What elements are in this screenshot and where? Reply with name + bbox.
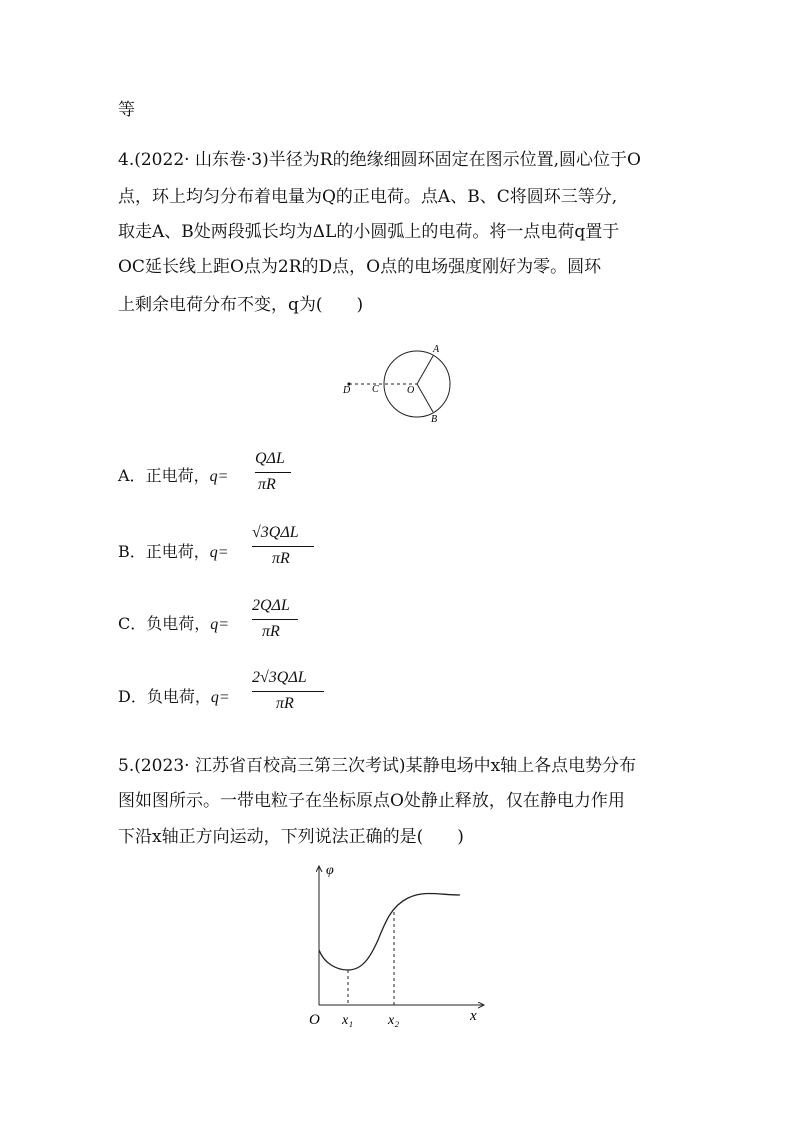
q5-line-3: 下沿x轴正方向运动，下列说法正确的是( ) <box>118 827 464 847</box>
q5-line-1 <box>118 756 636 776</box>
q5-text-1: 某静电场中x轴上各点电势分布 <box>405 756 637 776</box>
denominator: πR <box>262 623 280 640</box>
option-letter: B． <box>118 542 146 561</box>
label-x1: x₁ <box>342 1013 354 1028</box>
q5-line-2: 图如图所示。一带电粒子在坐标原点O处静止释放，仅在静电力作用 <box>118 791 625 811</box>
denominator: πR <box>272 550 290 567</box>
option-text: 正电荷， <box>145 542 210 561</box>
option-text: 负电荷， <box>146 614 211 633</box>
numerator: 2QΔL <box>252 597 290 614</box>
option-letter: A． <box>118 466 146 485</box>
label-origin: O <box>309 1012 320 1028</box>
numerator: QΔL <box>255 450 285 467</box>
radius-a <box>417 356 433 384</box>
q5-potential-graph <box>300 858 500 1034</box>
label-x2: x₂ <box>388 1013 400 1028</box>
q5-source: (2023· 江苏省百校高三第三次考试) <box>134 756 406 776</box>
label-d: D <box>343 385 351 396</box>
q4-ring-figure <box>335 340 465 430</box>
potential-curve <box>319 893 460 970</box>
label-b: B <box>431 414 438 425</box>
denominator: πR <box>258 476 276 493</box>
option-q: q= <box>209 468 229 485</box>
label-o: O <box>407 385 415 396</box>
label-c: C <box>372 384 379 395</box>
label-phi: φ <box>326 863 334 878</box>
q4-text-1: 半径为R的绝缘细圆环固定在图示位置,圆心位于O <box>268 150 641 170</box>
fraction-bar <box>252 546 314 547</box>
option-letter: D． <box>118 687 147 706</box>
label-a: A <box>433 344 440 355</box>
denominator: πR <box>276 695 294 712</box>
q4-line-5: 上剩余电荷分布不变，q为( ) <box>118 295 364 315</box>
q4-source: (2022· 山东卷·3) <box>134 150 269 170</box>
option-text: 正电荷， <box>145 466 210 485</box>
numerator: 2√3QΔL <box>252 669 307 686</box>
numerator: √3QΔL <box>252 524 299 541</box>
q4-line-1 <box>118 150 641 170</box>
q4-line-4: OC延长线上距O点为2R的D点，O点的电场强度刚好为零。圆环 <box>118 257 602 277</box>
radius-b <box>417 384 433 412</box>
fraction-bar <box>255 472 291 473</box>
top-fragment: 等 <box>118 100 135 120</box>
option-q: q= <box>210 689 230 706</box>
option-q: q= <box>209 544 229 561</box>
option-q: q= <box>210 616 230 633</box>
option-letter: C． <box>118 614 147 633</box>
label-x: x <box>470 1008 477 1024</box>
q4-line-2: 点，环上均匀分布着电量为Q的正电荷。点A、B、C将圆环三等分, <box>118 187 618 207</box>
q5-number: 5. <box>118 756 135 776</box>
fraction-bar <box>252 691 324 692</box>
option-text: 负电荷， <box>146 687 211 706</box>
q4-line-3: 取走A、B处两段弧长均为ΔL的小圆弧上的电荷。将一点电荷q置于 <box>118 222 620 242</box>
fraction-bar <box>252 619 298 620</box>
q4-number: 4. <box>118 150 135 170</box>
